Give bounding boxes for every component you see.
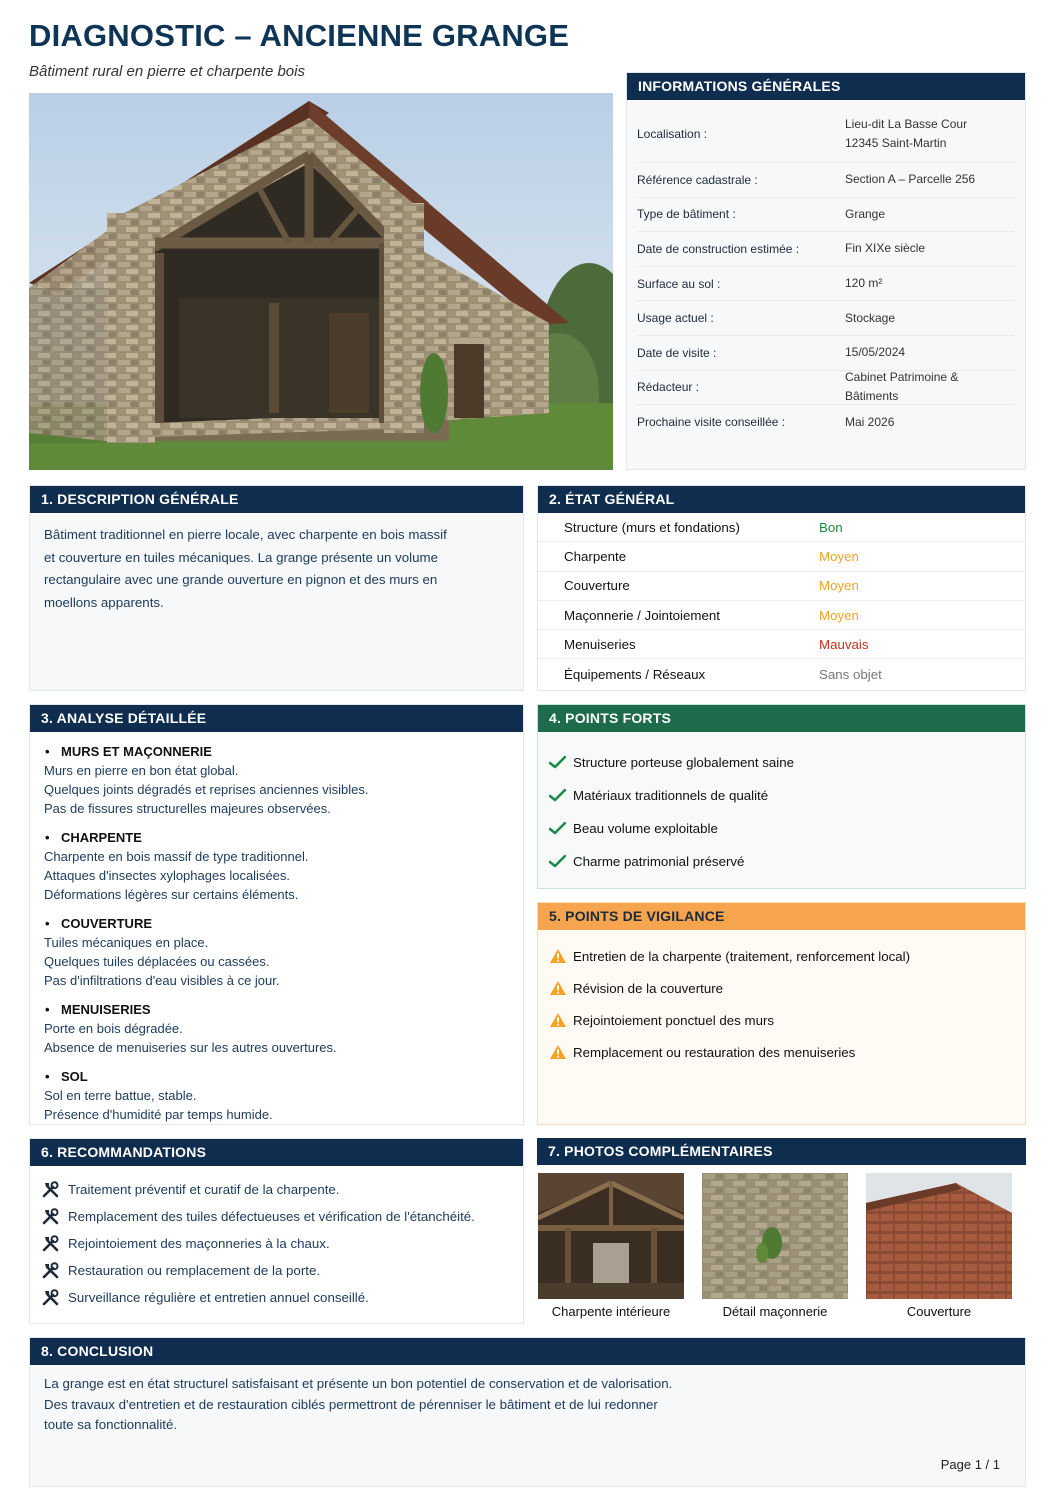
photo-caption: Charpente intérieure <box>551 1304 671 1319</box>
list-item <box>549 812 1014 845</box>
warning-icon <box>549 948 573 964</box>
tools-icon <box>42 1289 68 1306</box>
photo-charpente <box>538 1173 684 1319</box>
analyse-line: Pas de fissures structurelles majeures observées. <box>44 801 331 816</box>
conclusion-heading: 8. CONCLUSION <box>30 1338 1025 1365</box>
list-item <box>549 1036 1014 1068</box>
photos-heading: 7. PHOTOS COMPLÉMENTAIRES <box>537 1138 1026 1165</box>
list-item-text: Restauration ou remplacement de la porte. <box>68 1263 321 1278</box>
info-label: Localisation : <box>637 127 708 141</box>
status-badge: Moyen <box>819 607 859 623</box>
analyse-section-title: • MURS ET MAÇONNERIE <box>44 742 509 761</box>
list-item-text: Matériaux traditionnels de qualité <box>573 788 769 803</box>
info-row-cadastre <box>637 163 1015 198</box>
info-row-visite <box>637 336 1015 371</box>
conclusion-text <box>30 1365 710 1445</box>
list-item-text: Traitement préventif et curatif de la charpente. <box>68 1182 340 1197</box>
analyse-panel <box>29 704 524 1125</box>
status-badge: Bon <box>819 519 843 535</box>
info-label: Rédacteur : <box>637 380 700 395</box>
info-value: 15/05/2024 <box>845 345 906 360</box>
list-item-text: Structure porteuse globalement saine <box>573 755 795 770</box>
analyse-line: Murs en pierre en bon état global. <box>44 763 239 778</box>
etat-row <box>538 542 1025 571</box>
check-icon <box>549 855 573 868</box>
info-panel <box>626 72 1026 470</box>
etat-label: Maçonnerie / Jointoiement <box>564 607 720 623</box>
warning-icon <box>549 1044 573 1060</box>
list-item <box>549 845 1014 878</box>
info-row-redacteur <box>637 371 1015 406</box>
etat-label: Couverture <box>564 578 630 594</box>
list-item-text: Entretien de la charpente (traitement, renforcement local) <box>573 948 911 964</box>
tools-icon <box>42 1181 68 1198</box>
analyse-line: Déformations légères sur certains éléments. <box>44 887 299 902</box>
page-title: DIAGNOSTIC – ANCIENNE GRANGE <box>29 18 570 53</box>
recommandations-panel <box>29 1138 524 1324</box>
info-label: Référence cadastrale : <box>637 172 758 187</box>
check-icon <box>549 756 573 769</box>
analyse-line: Charpente en bois massif de type traditionnel. <box>44 849 309 864</box>
check-icon <box>549 822 573 835</box>
page-subtitle: Bâtiment rural en pierre et charpente bois <box>29 63 305 80</box>
list-item <box>42 1230 511 1257</box>
info-value: Stockage <box>845 310 896 325</box>
analyse-line: Tuiles mécaniques en place. <box>44 935 209 950</box>
etat-panel <box>537 485 1026 691</box>
tools-icon <box>42 1262 68 1279</box>
etat-row <box>538 513 1025 542</box>
points-forts-heading: 4. POINTS FORTS <box>538 705 1025 732</box>
warning-icon <box>549 1012 573 1028</box>
status-badge: Sans objet <box>819 666 882 682</box>
info-value-line: Lieu-dit La Basse Cour <box>845 117 968 131</box>
conclusion-line: La grange est en état structurel satisfaisant et présente un bon potentiel de conservation et de valorisation. <box>44 1376 673 1391</box>
etat-label: Charpente <box>564 548 627 564</box>
list-item-text: Remplacement ou restauration des menuiseries <box>573 1044 856 1060</box>
etat-row <box>538 601 1025 630</box>
conclusion-line: toute sa fonctionnalité. <box>44 1417 178 1432</box>
etat-label: Menuiseries <box>564 636 636 652</box>
list-item <box>549 972 1014 1004</box>
info-label: Type de bâtiment : <box>637 207 736 222</box>
list-item-text: Charme patrimonial préservé <box>573 854 745 869</box>
tools-icon <box>42 1208 68 1225</box>
list-item-text: Rejointoiement ponctuel des murs <box>573 1012 775 1028</box>
photo-caption: Détail maçonnerie <box>722 1304 828 1319</box>
analyse-line: Quelques joints dégradés et reprises anciennes visibles. <box>44 782 369 797</box>
analyse-section-title: • COUVERTURE <box>44 914 509 933</box>
info-row-usage <box>637 301 1015 336</box>
info-label: Date de visite : <box>637 345 717 360</box>
photo-couverture <box>866 1173 1012 1319</box>
analyse-line: Quelques tuiles déplacées ou cassées. <box>44 954 270 969</box>
info-value <box>845 115 1015 153</box>
list-item-text: Rejointoiement des maçonneries à la chaux. <box>68 1236 330 1251</box>
description-text: Bâtiment traditionnel en pierre locale, avec charpente en bois massif et couverture en tuiles mécaniques. La grange présente un volume rectangulaire avec une grande ouverture en pignon et des murs en moellons apparents. <box>44 527 447 610</box>
info-row-surface <box>637 267 1015 302</box>
info-value: Grange <box>845 206 886 221</box>
analyse-line: Présence d'humidité par temps humide. <box>44 1107 273 1122</box>
list-item <box>549 940 1014 972</box>
analyse-section <box>44 742 509 818</box>
info-value: Section A – Parcelle 256 <box>845 172 976 187</box>
info-row-type <box>637 198 1015 233</box>
info-row-construction <box>637 232 1015 267</box>
list-item-text: Remplacement des tuiles défectueuses et vérification de l'étanchéité. <box>68 1209 475 1224</box>
analyse-line: Sol en terre battue, stable. <box>44 1088 197 1103</box>
analyse-line: Absence de menuiseries sur les autres ouvertures. <box>44 1040 337 1055</box>
main-photo-barn <box>29 93 613 470</box>
info-value: 120 m² <box>845 276 883 291</box>
conclusion-line: Des travaux d'entretien et de restauration ciblés permettront de pérenniser le bâtiment et de lui redonner <box>44 1396 658 1412</box>
status-badge: Mauvais <box>819 636 869 652</box>
status-badge: Moyen <box>819 578 859 594</box>
info-label: Prochaine visite conseillée : <box>637 415 786 430</box>
analyse-section <box>44 1067 509 1124</box>
analyse-section-title: • CHARPENTE <box>44 828 509 847</box>
info-value: Mai 2026 <box>845 414 895 429</box>
analyse-section-title: • SOL <box>44 1067 509 1086</box>
analyse-line: Porte en bois dégradée. <box>44 1021 183 1036</box>
list-item <box>549 1004 1014 1036</box>
photo-maconnerie <box>702 1173 848 1319</box>
recommandations-heading: 6. RECOMMANDATIONS <box>30 1139 523 1166</box>
list-item-text: Beau volume exploitable <box>573 821 718 836</box>
list-item <box>549 746 1014 779</box>
info-label: Date de construction estimée : <box>637 241 800 256</box>
list-item <box>42 1257 511 1284</box>
list-item-text: Surveillance régulière et entretien annuel conseillé. <box>68 1290 369 1305</box>
etat-label: Équipements / Réseaux <box>564 666 706 682</box>
analyse-line: Pas d'infiltrations d'eau visibles à ce jour. <box>44 973 280 988</box>
check-icon <box>549 789 573 802</box>
points-forts-panel <box>537 704 1026 889</box>
photo-caption: Couverture <box>906 1304 972 1319</box>
list-item <box>42 1284 511 1311</box>
analyse-section-title: • MENUISERIES <box>44 1000 509 1019</box>
analyse-section <box>44 828 509 904</box>
info-row-localisation <box>637 106 1015 163</box>
warning-icon <box>549 980 573 996</box>
info-value-line: 12345 Saint-Martin <box>845 136 947 150</box>
conclusion-panel <box>29 1337 1026 1487</box>
etat-heading: 2. ÉTAT GÉNÉRAL <box>538 486 1025 513</box>
description-heading: 1. DESCRIPTION GÉNÉRALE <box>30 486 523 513</box>
list-item <box>549 779 1014 812</box>
analyse-section <box>44 1000 509 1057</box>
info-label: Usage actuel : <box>637 311 714 326</box>
info-value: Fin XIXe siècle <box>845 241 926 256</box>
info-row-prochaine <box>637 405 1015 440</box>
list-item <box>42 1203 511 1230</box>
etat-row <box>538 659 1025 688</box>
list-item <box>42 1176 511 1203</box>
info-value: Cabinet Patrimoine & Bâtiments <box>845 370 959 404</box>
tools-icon <box>42 1235 68 1252</box>
description-panel <box>29 485 524 691</box>
photos-panel <box>537 1138 1026 1324</box>
points-vigilance-panel <box>537 902 1026 1125</box>
etat-row <box>538 630 1025 659</box>
page-number: Page 1 / 1 <box>940 1457 1000 1472</box>
points-vigilance-heading: 5. POINTS DE VIGILANCE <box>538 903 1025 930</box>
status-badge: Moyen <box>819 548 859 564</box>
etat-label: Structure (murs et fondations) <box>564 519 740 535</box>
analyse-section <box>44 914 509 990</box>
analyse-heading: 3. ANALYSE DÉTAILLÉE <box>30 705 523 732</box>
info-heading: INFORMATIONS GÉNÉRALES <box>627 73 1025 100</box>
analyse-line: Attaques d'insectes xylophages localisées. <box>44 868 291 883</box>
etat-row <box>538 572 1025 601</box>
list-item-text: Révision de la couverture <box>573 980 724 996</box>
info-label: Surface au sol : <box>637 276 721 291</box>
